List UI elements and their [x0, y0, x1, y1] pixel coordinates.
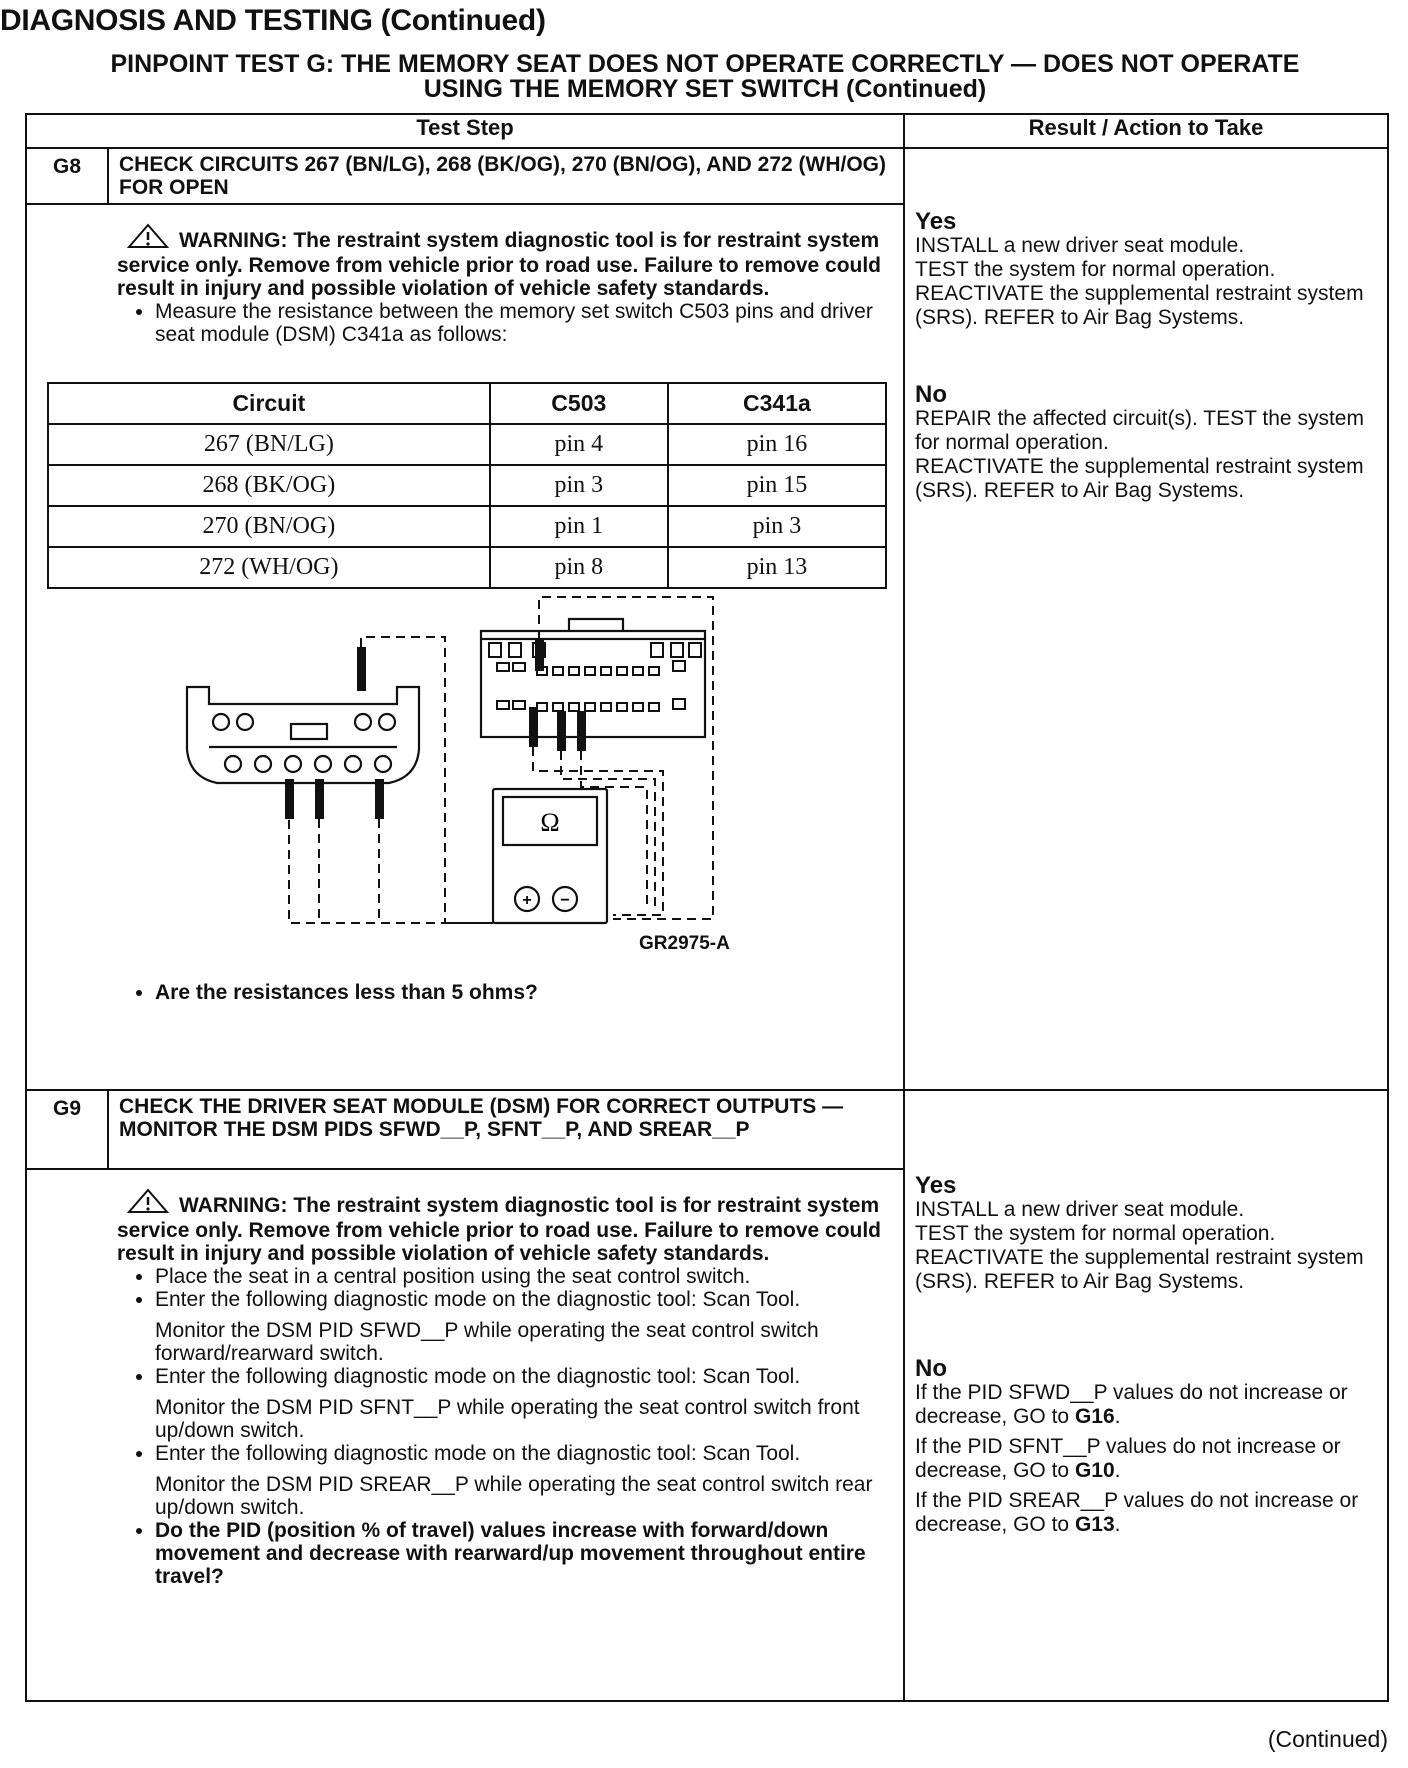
- svg-text:+: +: [522, 892, 532, 909]
- g8-step-id: G8: [26, 148, 108, 204]
- goto-g16: G16: [1074, 1405, 1115, 1428]
- goto-g13: G13: [1074, 1513, 1115, 1536]
- c503-pin-cell: pin 3: [490, 465, 668, 506]
- g9-result-cell: [904, 1090, 1388, 1701]
- circuit-pin-table: [47, 382, 887, 589]
- circuit-col-header: Circuit: [48, 383, 490, 424]
- figure-label: GR2975-A: [639, 933, 730, 954]
- c503-pin-cell: pin 4: [490, 424, 668, 465]
- table-row: [48, 424, 886, 465]
- c503-col-header: C503: [490, 383, 668, 424]
- g8-yes-line2: TEST the system for normal operation.: [915, 258, 1276, 281]
- ohm-symbol: Ω: [540, 808, 560, 837]
- g9-title-row: [26, 1090, 1388, 1169]
- g9-step-position: • Place the seat in a central position using the seat control switch.: [155, 1265, 883, 1288]
- g9-step-monitor-srear: Monitor the DSM PID SREAR__P while operating the seat control switch rear up/down switch.: [155, 1473, 873, 1519]
- page-title: DIAGNOSIS AND TESTING (Continued): [0, 4, 546, 37]
- g9-yes-heading: Yes: [915, 1172, 957, 1199]
- circuit-cell: 268 (BK/OG): [48, 465, 490, 506]
- g8-body-cell: [26, 204, 904, 1090]
- g9-step-enter-mode: • Enter the following diagnostic mode on the diagnostic tool: Scan Tool.: [155, 1288, 883, 1311]
- header-test-step: Test Step: [26, 114, 904, 148]
- g9-yes-line3: REACTIVATE the supplemental restraint system (SRS). REFER to Air Bag Systems.: [915, 1246, 1364, 1293]
- continued-footer: (Continued): [1267, 1726, 1388, 1752]
- c341a-col-header: C341a: [668, 383, 886, 424]
- g9-step-enter-mode: • Enter the following diagnostic mode on the diagnostic tool: Scan Tool.: [155, 1365, 883, 1388]
- pinpoint-test-title: [20, 52, 1390, 102]
- g9-yes-line1: INSTALL a new driver seat module.: [915, 1198, 1245, 1221]
- g8-yes-line1: INSTALL a new driver seat module.: [915, 234, 1245, 257]
- g9-no-item: If the PID SREAR__P values do not increase or decrease, GO to G13.: [915, 1489, 1359, 1536]
- g8-question-list: [119, 981, 883, 1004]
- c341a-pin-cell: pin 16: [668, 424, 886, 465]
- g8-no-line2: REACTIVATE the supplemental restraint system (SRS). REFER to Air Bag Systems.: [915, 455, 1364, 502]
- g8-no-heading: No: [915, 381, 948, 408]
- table-row: [48, 465, 886, 506]
- g8-steps: [119, 300, 883, 346]
- g9-no-item: If the PID SFWD__P values do not increase or decrease, GO to G16.: [915, 1381, 1348, 1428]
- circuit-cell: 267 (BN/LG): [48, 424, 490, 465]
- c341a-pin-cell: pin 13: [668, 547, 886, 588]
- g8-warning: [117, 223, 883, 300]
- c503-pin-cell: pin 1: [490, 506, 668, 547]
- g8-yes-line3: REACTIVATE the supplemental restraint system (SRS). REFER to Air Bag Systems.: [915, 282, 1364, 329]
- g9-step-monitor-sfwd: Monitor the DSM PID SFWD__P while operating the seat control switch forward/rearward switch.: [155, 1319, 819, 1365]
- warning-triangle-icon: [127, 1188, 169, 1219]
- g9-body-cell: [26, 1169, 904, 1701]
- g9-step-monitor-sfnt: Monitor the DSM PID SFNT__P while operating the seat control switch front up/down switch.: [155, 1396, 860, 1442]
- g8-no-line1: REPAIR the affected circuit(s). TEST the system for normal operation.: [915, 407, 1364, 454]
- warning-triangle-icon: [127, 223, 169, 254]
- g9-no-heading: No: [915, 1355, 948, 1382]
- circuit-cell: 272 (WH/OG): [48, 547, 490, 588]
- c341a-pin-cell: pin 3: [668, 506, 886, 547]
- g9-question: • Do the PID (position % of travel) values increase with forward/down movement and decrease with rearward/up movement throughout entire travel?: [155, 1519, 883, 1588]
- g8-step-measure: • Measure the resistance between the memory set switch C503 pins and driver seat module (DSM) C341a as follows:: [155, 300, 883, 346]
- table-row: [48, 547, 886, 588]
- table-row: [48, 506, 886, 547]
- g9-step-title: CHECK THE DRIVER SEAT MODULE (DSM) FOR CORRECT OUTPUTS — MONITOR THE DSM PIDS SFWD__P, SFNT__P, AND SREAR__P: [108, 1090, 904, 1169]
- test-title-line2: USING THE MEMORY SET SWITCH (Continued): [423, 75, 987, 103]
- goto-g10: G10: [1074, 1459, 1115, 1482]
- circuit-cell: 270 (BN/OG): [48, 506, 490, 547]
- g9-no-item: If the PID SFNT__P values do not increase or decrease, GO to G10.: [915, 1435, 1341, 1482]
- g8-yes-heading: Yes: [915, 208, 957, 235]
- g9-step-enter-mode: • Enter the following diagnostic mode on the diagnostic tool: Scan Tool.: [155, 1442, 883, 1465]
- header-result-action: Result / Action to Take: [904, 114, 1388, 148]
- test-title-line1: PINPOINT TEST G: THE MEMORY SEAT DOES NOT OPERATE CORRECTLY — DOES NOT OPERATE: [110, 50, 1300, 78]
- g9-steps: [119, 1265, 883, 1311]
- g9-warning-text: WARNING: The restraint system diagnostic tool is for restraint system service only. Remove from vehicle prior to road use. Failure to remove could result in injury and possible violation of vehicle safety standards.: [117, 1194, 882, 1265]
- g9-step-id: G9: [26, 1090, 108, 1169]
- g9-yes-line2: TEST the system for normal operation.: [915, 1222, 1276, 1245]
- c503-pin-cell: pin 8: [490, 547, 668, 588]
- g8-title-row: [26, 148, 1388, 204]
- c341a-pin-cell: pin 15: [668, 465, 886, 506]
- connector-diagram-svg: [79, 589, 779, 981]
- g8-question: • Are the resistances less than 5 ohms?: [155, 981, 883, 1004]
- g8-step-title: CHECK CIRCUITS 267 (BN/LG), 268 (BK/OG), 270 (BN/OG), AND 272 (WH/OG) FOR OPEN: [108, 148, 904, 204]
- svg-text:−: −: [560, 892, 570, 909]
- g8-result-cell: [904, 148, 1388, 1090]
- connector-diagram: [79, 589, 779, 981]
- circuit-table-header: [48, 383, 886, 424]
- g9-warning: [117, 1188, 883, 1265]
- pinpoint-test-table: [25, 113, 1389, 1702]
- table-header-row: [26, 114, 1388, 148]
- g8-warning-text: WARNING: The restraint system diagnostic tool is for restraint system service only. Remove from vehicle prior to road use. Failure to remove could result in injury and possible violation of vehicle safety standards.: [117, 229, 882, 300]
